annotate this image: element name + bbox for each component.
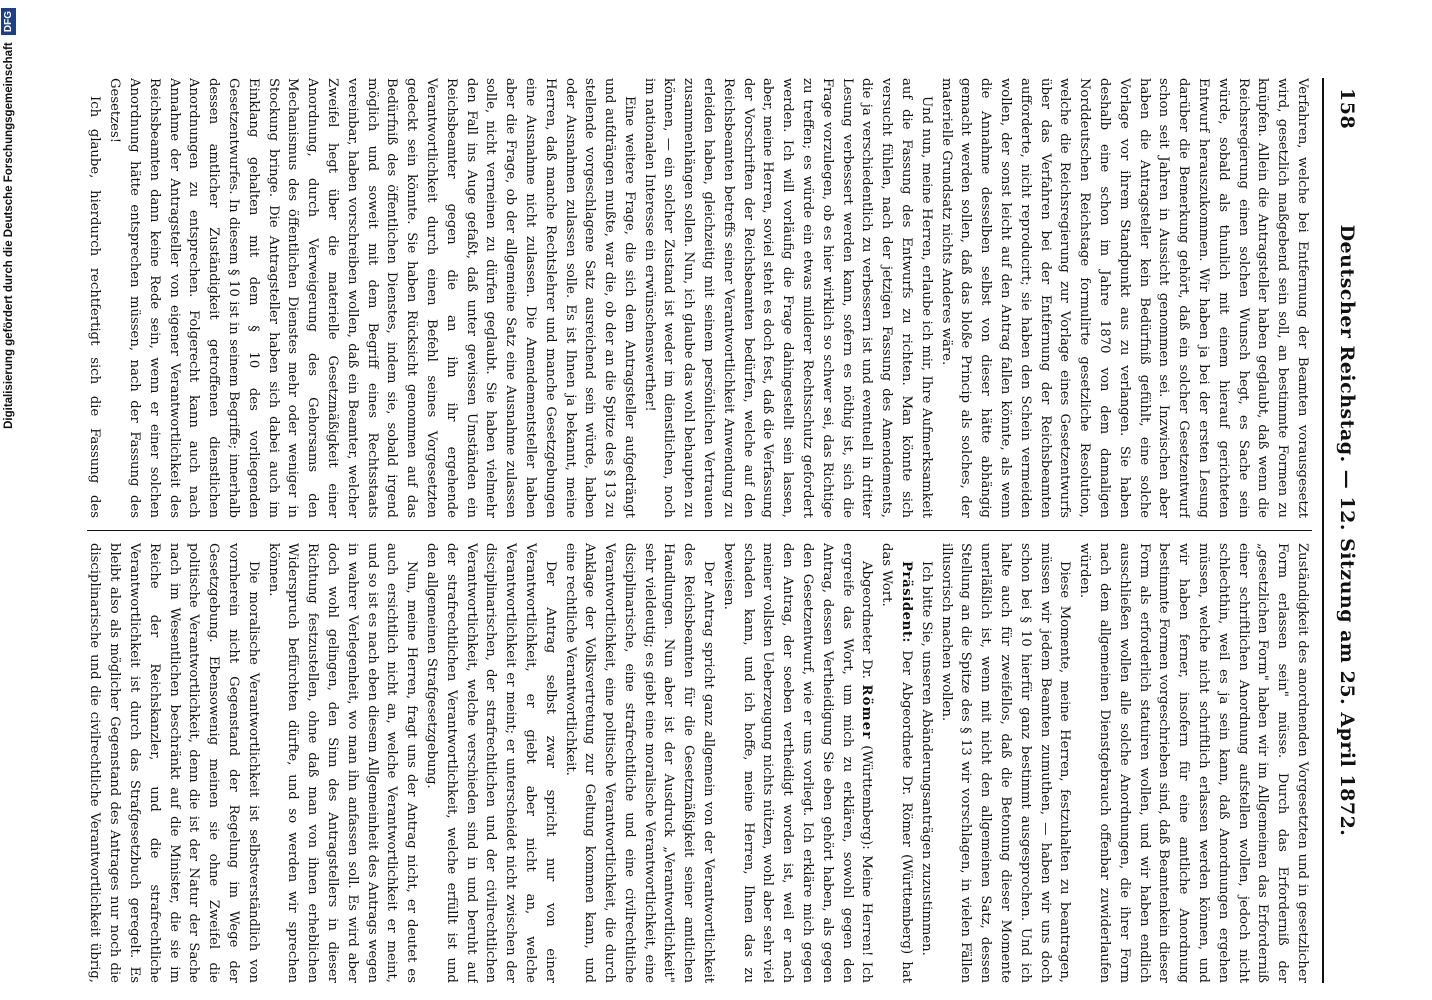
paragraph: Ich bitte Sie, unseren Abänderungsanträgen zuzustimmen. [918,561,934,956]
paragraph: Nun, meine Herren, fragt uns der Antrag nicht, er deutet es auch ersichtlich nicht an, welche Verantwortlichkeit er meint, und so ist es nach eben diesem Allgemeinheit des Antrags wegen in wahrer Verlegenheit, wo man ihn anfassen soll. Es wird aber doch wohl gelingen, den Sinn des Antragstellers in dieser Richtung festzustellen, ohne daß man von ihnen erheblichen Widerspruch befürchten dürfte, und so werden wir sprechen können. [265,543,420,983]
speaker-text: (Württemberg): Meine Herren! Ich ergreife das Wort, um mich zu erklären, sowohl gegen den Antrag, dessen Vertheidigung Sie eben gehört haben, als gegen den Gesetzentwurf, wie er uns vorliegt. Ich erkläre mich gegen den Antrag, der soeben vertheidigt worden ist, weil er nach meiner vollsten Ueberzeugung nichts nützen, wohl aber sehr viel schaden kann, und ich hoffe, meine Herren, Ihnen das zu beweisen. [720,543,875,983]
running-head [1328,78,1362,983]
speaker-paragraph [718,543,876,983]
digitization-credit [0,0,18,1000]
paragraph: Und nun, meine Herren, erlaube ich mir, Ihre Aufmerksamkeit auf die Fassung des Entwurfs zu richten. Man könnte sich versucht fühlen, nach der jetzigen Fassung des Amendements, die ja verschiedentlich zu verbessern ist und eventuell in dritter Lesung verbessert werden kann, sofern es nöthig ist, sich die Frage vorzulegen, ob es hier wirklich so schwer sei, das Richtige zu treffen; es würde ein etwas milderer Rechtsschutz gefordert werden. Ich will vorläufig die Frage dahingestellt sein lassen, aber, meine Herren, soviel steht es doch fest, daß die Verfassung der Vorschriften der Reichsbeamten bedürfen, welche auf den Reichsbeamten betreffs seiner Verantwortlichkeit Anwendung zu erleiden haben, gleichzeitig mit seinem persönlichen Vertrauen zusammenhängen sollen. Nun, ich glaube das wohl behaupten zu können, — ein solcher Zustand ist weder im dienstlichen, noch im nationalen Interesse ein erwünschenswerther! [641,78,934,518]
right-column [87,543,1312,983]
paragraph: Diese Momente, meine Herren, festzuhalten zu beantragen, müssen wir jedem Beamten zumuthen, — haben wir uns doch schon bei § 10 hierfür ganz bestimmt ausgesprochen. Und ich halte auch für zweifellos, daß die Betonung dieser Momente unerläßlich ist, wenn mit nicht den allgemeinen Satz, dessen Stellung an die Spitze des § 13 wir vorschlagen, in vielen Fällen illusorisch machen wollen. [938,543,1073,983]
header-rule [1322,78,1324,983]
credit-text: Digitalisierung gefördert durch die Deutsche Forschungsgemeinschaft [3,42,15,429]
page-number: 158 [1336,88,1358,130]
running-head-title: Deutscher Reichstag. — 12. Sitzung am 25. April 1872. [1336,224,1358,837]
paragraph: Die moralische Verantwortlichkeit ist selbstverständlich von vornherein nicht Gegenstand der Regelung im Wege der Gesetzgebung. Ebensowenig meinen sie ohne Zweifel die politische Verantwortlichkeit, denn die ist der Natur der Sache nach im Wesentlichen beschränkt auf die Minister, die sie im Reiche der Reichskanzler, und die strafrechtliche Verantwortlichkeit ist durch das Strafgesetzbuch geregelt. Es bleibt also als möglicher Gegenstand des Antrages nur noch die disciplinarische und die civilrechtliche Verantwortlichkeit übrig, [87,543,261,983]
left-column [87,78,1312,518]
paragraph: Der Antrag selbst zwar spricht nur von einer Verantwortlichkeit, er giebt aber nicht an, welche Verantwortlichkeit er meint; er unterscheidet nicht zwischen der disciplinarischen, der strafrechtlichen und der civilrechtlichen Verantwortlichkeit, welche verschieden sind in und beruht auf der strafrechtlichen Verantwortlichkeit, welche erfüllt ist und den allgemeinen Strafgesetzgebung. [423,543,558,983]
speaker-text: Der Abgeordnete Dr. Römer (Württemberg) hat das Wort. [879,543,915,983]
paragraph: Eine weitere Frage, die sich dem Antragsteller aufgedrängt und aufdrängen mußte, war die, ob der an die Spitze des § 13 zu stellende vorgeschlagene Satz ausreichend sein würde, haben oder Ausnahmen zulassen solle. Es ist Ihnen ja bekannt, meine Herren, daß manche Rechtslehrer und manche Gesetzgebungen eine Ausnahme nicht zulassen. Die Amendementsteller haben aber die Frage, ob der allgemeine Satz eine Ausnahme zulassen solle, nicht verneinen zu dürfen geglaubt. Sie haben vielmehr den Fall ins Auge gefaßt, daß unter gewissen Umständen ein Reichsbeamter gegen die an ihn ihr ergehende Verantwortlichkeit durch einen Befehl seines Vorgesetzten gedeckt sein könnte. Sie haben Rücksicht genommen auf das Bedürfniß des öffentlichen Dienstes, indem sie, sobald irgend möglich und soweit mit dem Begriff eines Rechtsstaats vereinbar, haben vorschreiben wollen, daß ein Beamter, welcher Zweifel hegt über die materielle Gesetzmäßigkeit einer Anordnung, durch Verweigerung des Gehorsams den Mechanismus des öffentlichen Dienstes mehr oder weniger in Stockung bringe. Die Antragsteller haben sich dabei auch im Einklang gehalten mit dem § 10 des vorliegenden Gesetzentwurfes. In diesem § 10 ist in seinem Begriffe; innerhalb dessen amtlicher Zuständigkeit getroffenen dienstlichen Anordnungen zu entsprechen. Folgerecht kann auch nach Annahme der Antragsteller von eigener Verantwortlichkeit des Reichsbeamten dann keine Rede sein, wenn er einer solchen Anordnung hätte entsprechen müssen, nach der Fassung des Gesetzes! [107,78,637,518]
paragraph: Verfahren, welche bei Entfernung der Beamten vorausgesetzt wird, gesetzlich maßgebend sein soll, an bestimmte Formen zu knüpfen. Allein die Antragsteller haben geglaubt, daß wenn die Reichsregierung einen solchen Wunsch hegt, es Sache sein würde, sobald als thunlich mit einem hierauf gerichteten Entwurf herauszukommen. Wir haben ja bei der ersten Lesung darüber die Bemerkung gehört, daß ein solcher Gesetzentwurf schon seit Jahren in Aussicht genommen sei. Inzwischen aber haben die Antragsteller kein Bedürfniß gefühlt, eine solche Vorlage vor ihrem Standpunkt aus zu verlangen. Sie haben deshalb eine schon im Jahre 1870 von dem damaligen Norddeutschen Reichstage formulirte gesetzliche Resolution, welche die Reichsregierung zur Vorlage eines Gesetzentwurfs über das Verfahren bei der Entfernung der Reichsbeamten aufforderte, nicht reproducirt; sie haben den Schein vermeiden wollen, der sonst leicht auf den Antrag fallen könnte, als wenn die Annahme desselben selbst von dieser hätte abhängig gemacht werden sollen, daß das bloße Princip als solches, der materielle Grundsatz nichts Anderes wäre. [938,78,1310,518]
column-divider [87,530,1312,531]
speaker-label: Präsident: [899,561,915,644]
paragraph: Zuständigkeit des anordnenden Vorgesetzten und in gesetzlicher Form erlassen sein" müsse. Durch das Erforderniß der „gesetzlichen Form" haben wir im Allgemeinen das Erforderniß einer schriftlichen Anordnung aufstellen wollen, jedoch nicht schlechthin, weil es ja sein kann, daß Anordnungen ergehen müssen, welche nicht schriftlich erlassen werden können, und wir haben ferner, insofern für eine amtliche Anordnung bestimmte Formen vorgeschrieben sind, daß Beamtenkein dieser Form als erforderlich statuiren wollen, und wir haben endlich ausschließen wollen alle solche Anordnungen, die ihrer Form nach dem allgemeinen Dienstgebrauch offenbar zuwiderlaufen würden. [1077,543,1310,983]
dfg-logo-icon: DFG [1,8,16,35]
paragraph: Der Antrag spricht ganz allgemein von der Verantwortlichkeit des Reichsbeamten für die Gesetzmäßigkeit seiner amtlichen Handlungen. Nun aber ist der Ausdruck „Verantwortlichkeit" sehr vieldeutig; es giebt eine moralische Verantwortlichkeit, eine disciplinarische, eine strafrechtliche und eine civilrechtliche Verantwortlichkeit, eine politische Verantwortlichkeit, die durch Anklage der Volksvertretung zur Geltung kommen kann, und eine rechtliche Verantwortlichkeit. [562,543,717,983]
speaker-paragraph [876,543,916,983]
newspaper-page [82,78,1362,983]
speaker-name: Römer [859,684,875,740]
speaker-intro: Abgeordneter Dr. [859,561,875,679]
paragraph: Ich glaube, hierdurch rechtfertigt sich die Fassung des [87,96,103,518]
